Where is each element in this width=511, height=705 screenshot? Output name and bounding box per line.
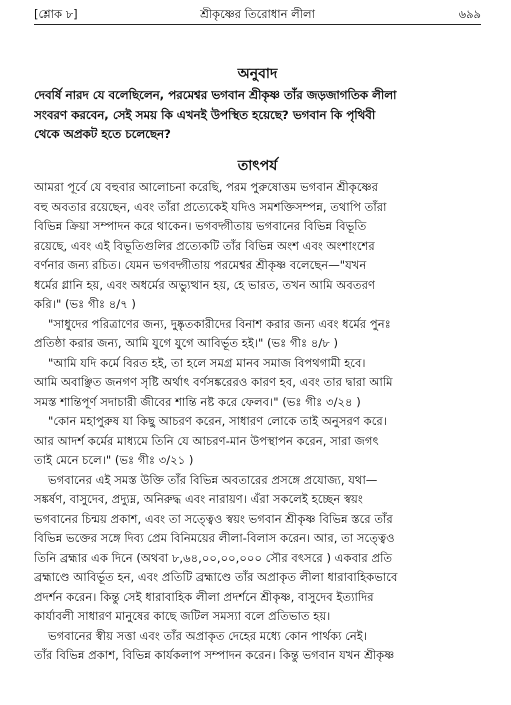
purport-line: "সাধুদের পরিত্রাণের জন্য, দুষ্কৃতকারীদের বিনাশ করার জন্য এবং ধর্মের পুনঃ	[48, 316, 391, 331]
purport-line: আর আদর্শ কর্মের মাধ্যমে তিনি যে আচরণ-মান উপস্থাপন করেন, সারা জগৎ	[34, 433, 379, 448]
translation-line: থেকে অপ্রকট হতে চলেছেন?	[34, 127, 171, 142]
verse-number: [শ্লোক ৮]	[34, 7, 78, 21]
purport-line: করি।" (ভঃ গীঃ ৪/৭ )	[34, 297, 136, 311]
purport-line: "আমি যদি কর্মে বিরত হই, তা হলে সমগ্র মানব সমাজ বিপথগামী হবে।	[48, 355, 366, 370]
purport-line: বিভিন্ন ক্রিয়া সম্পাদন করে থাকেন। ভগবদ্গীতায় ভগবানের বিভিন্ন বিভূতি	[34, 219, 367, 233]
purport-line: "কোন মহাপুরুষ যা কিছু আচরণ করেন, সাধারণ লোকে তাই অনুসরণ করে।	[48, 414, 387, 428]
purport-line: ভগবানের এই সমস্ত উক্তি তাঁর বিভিন্ন অবতারের প্রসঙ্গে প্রযোজ্য, যথা—	[48, 472, 378, 487]
purport-line: আমি অবাঞ্ছিত জনগণ সৃষ্টি অর্থাৎ বর্ণসঙ্করেরও কারণ হব, এবং তার দ্বারা আমি	[34, 375, 393, 389]
translation-text	[34, 86, 481, 145]
purport-line: বহু অবতার রয়েছেন, এবং তাঁরা প্রত্যেকেই যদিও সমশক্তিসম্পন্ন, তথাপি তাঁরা	[34, 199, 387, 214]
purport-line: ভগবানের চিন্ময় প্রকাশ, এবং তা সত্ত্বেও স্বয়ং ভগবান শ্রীকৃষ্ণ বিভিন্ন স্তরে তাঁর	[34, 511, 393, 526]
page-number: ৬৯৯	[458, 7, 481, 21]
purport-line: বিভিন্ন ভক্তের সঙ্গে দিব্য প্রেম বিনিময়ের লীলা-বিলাস করেন। আর, তা সত্ত্বেও	[34, 531, 395, 545]
purport-line: ব্রহ্মাণ্ডে আবির্ভূত হন, এবং প্রতিটি ব্রহ্মাণ্ডে তাঁর অপ্রাকৃত লীলা ধারাবাহিকভাবে	[34, 570, 398, 584]
translation-line: সংবরণ করবেন, সেই সময় কি এখনই উপস্থিত হয়েছে? ভগবান কি পৃথিবী	[34, 107, 376, 122]
purport-line: ধর্মের গ্লানি হয়, এবং অধর্মের অভ্যুত্থান হয়, হে ভারত, তখন আমি অবতরণ	[34, 277, 375, 292]
purport-text	[34, 178, 481, 666]
translation-heading: অনুবাদ	[237, 66, 278, 82]
translation-line: দেবর্ষি নারদ যে বলেছিলেন, পরমেশ্বর ভগবান শ্রীকৃষ্ণ তাঁর জড়জাগতিক লীলা	[34, 88, 397, 102]
purport-line: প্রতিষ্ঠা করার জন্য, আমি যুগে যুগে আবির্ভূত হই।" (ভঃ গীঃ ৪/৮ )	[34, 336, 338, 350]
purport-line: তাই মেনে চলে।" (ভঃ গীঃ ৩/২১ )	[34, 453, 194, 467]
chapter-title: শ্রীকৃষ্ণের তিরোধান লীলা	[200, 7, 315, 21]
header-rule	[34, 24, 481, 25]
purport-line: সমস্ত শান্তিপূর্ণ সদাচারী জীবের শান্তি নষ্ট করে ফেলব।" (ভঃ গীঃ ৩/২৪ )	[34, 394, 361, 409]
purport-line: তিনি ব্রহ্মার এক দিনে (অথবা ৮,৬৪,০০,০০,০০০ সৌর বৎসরে ) একবার প্রতি	[34, 550, 393, 565]
purport-line: বর্ণনার জন্য রচিত। যেমন ভগবদ্গীতায় পরমেশ্বর শ্রীকৃষ্ণ বলেছেন—"যখন	[34, 258, 367, 272]
purport-heading: তাৎপর্য	[237, 158, 278, 174]
purport-line: কার্যাবলী সাধারণ মানুষের কাছে জটিল সমস্যা বলে প্রতিভাত হয়।	[34, 609, 331, 623]
purport-line: তাঁর বিভিন্ন প্রকাশ, বিভিন্ন কার্যকলাপ সম্পাদন করেন। কিন্তু ভগবান যখন শ্রীকৃষ্ণ	[34, 648, 395, 662]
purport-line: সঙ্কর্ষণ, বাসুদেব, প্রদ্যুম্ন, অনিরুদ্ধ এবং নারায়ণ। এঁরা সকলেই হচ্ছেন স্বয়ং	[34, 492, 363, 506]
purport-line: আমরা পূর্বে যে বহুবার আলোচনা করেছি, পরম পুরুষোত্তম ভগবান শ্রীকৃষ্ণের	[34, 180, 379, 194]
page-header	[34, 3, 481, 25]
purport-line: রয়েছে, এবং এই বিভূতিগুলির প্রত্যেকটি তাঁর বিভিন্ন অংশ এবং অংশাংশের	[34, 238, 375, 253]
purport-line: ভগবানের স্বীয় সত্তা এবং তাঁর অপ্রাকৃত দেহের মধ্যে কোন পার্থক্য নেই।	[48, 628, 367, 643]
purport-line: প্রদর্শন করেন। কিন্তু সেই ধারাবাহিক লীলা প্রদর্শনে শ্রীকৃষ্ণ, বাসুদেব ইত্যাদির	[34, 589, 374, 604]
